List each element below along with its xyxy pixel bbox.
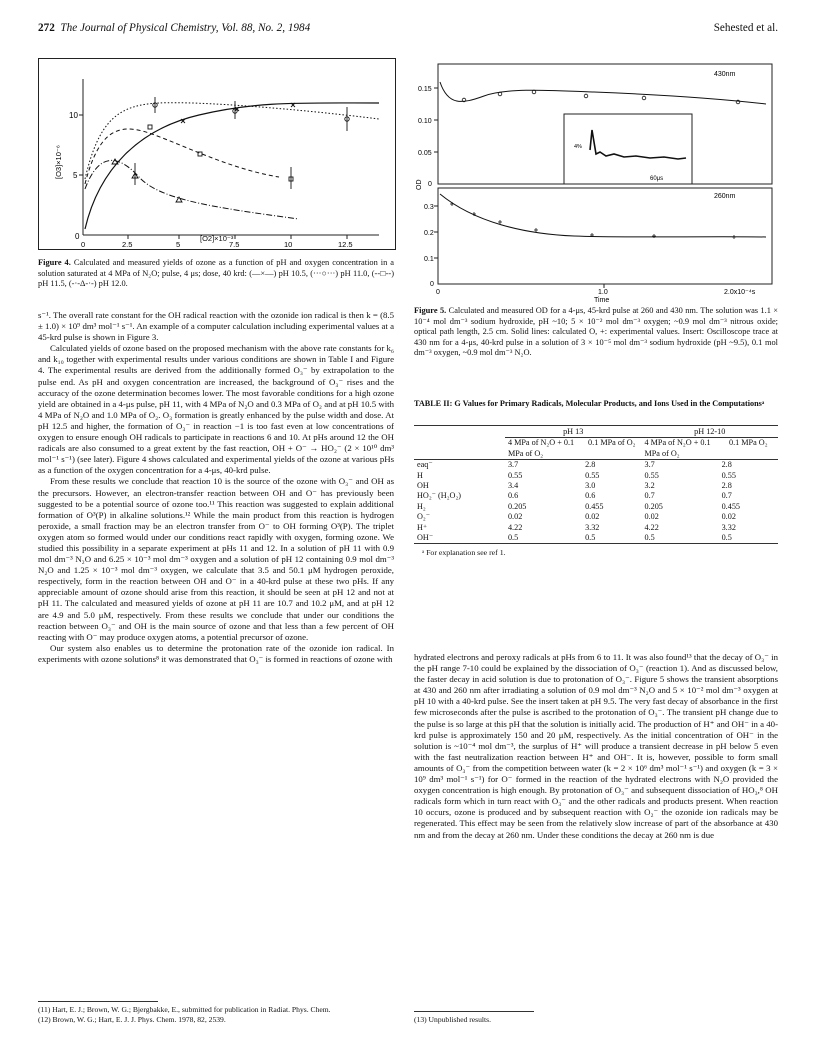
table-row (414, 512, 778, 522)
cell: 0.5 (507, 533, 519, 543)
group-header: pH 13 (505, 427, 642, 438)
cell: 0.6 (585, 491, 596, 501)
table-row (414, 460, 778, 471)
y-tick: 0.3 (424, 204, 434, 211)
cell: 0.55 (585, 470, 600, 480)
cell: 2.8 (585, 460, 596, 470)
column-header: 0.1 MPa of O₂ (588, 438, 636, 448)
species: OH (417, 481, 429, 491)
y-tick: 0.10 (418, 118, 432, 125)
column-header: 4 MPa of N₂O + 0.1 MPa of O₂ (507, 438, 575, 458)
figure-4-x-axis-label: [O2]×10⁻³ (200, 234, 234, 243)
species: H⁺ (417, 522, 428, 532)
oscilloscope-insert (564, 114, 692, 184)
x-tick: 2.0x10⁻⁴s (724, 289, 756, 296)
curve-ph11-5 (85, 129, 279, 184)
y-tick: 0 (75, 232, 80, 241)
table-row (414, 491, 778, 501)
column-header: 0.1 MPa O₂ (729, 438, 768, 448)
footnote: (11) Hart, E. J.; Brown, W. G.; Bjergbakke, E., submitted for publication in Radiat. Phys. Chem. (38, 1005, 331, 1014)
y-tick: 0.2 (424, 230, 434, 237)
authors: Sehested et al. (713, 22, 778, 34)
cell: 0.5 (721, 533, 732, 543)
paragraph: Our system also enables us to determine the protonation rate of the ozonide ion radical. In experiments with ozone solutions⁸ it was demonstrated that O₃⁻ is formed in reactions of ozone with (38, 642, 394, 664)
running-header (38, 22, 778, 40)
label-260nm: 260nm (714, 193, 736, 200)
table-row (414, 481, 778, 491)
curve-ph10-5 (85, 103, 379, 229)
table-row (414, 471, 778, 481)
figure-5-caption-text: Calculated and measured OD for a 4-μs, 45-krd pulse at 260 and 430 nm. The solution was 1.1 × 10⁻⁴ mol dm⁻³ sodium hydroxide, pH ~10; 5 × 10⁻² mol dm⁻³ oxygen; ~0.9 mol dm⁻³ nitrous oxide; optical path length, 2.5 cm. Solid lines: calculated O, +: experimental values. Insert: Oscilloscope trace at 430 nm for a 4-μs, 40-krd pulse in a solution of 3 × 10⁻⁵ mol dm⁻³ sodium hydroxide (pH ~9.5), 0.1 mol dm⁻³ oxygen, ~0.9 mol dm⁻³ N₂O. (414, 306, 779, 358)
cell: 0.7 (721, 491, 732, 501)
cell: 3.7 (644, 460, 655, 470)
y-axis-label: [O3]×10⁻⁶ (54, 145, 63, 179)
left-column-text (38, 310, 394, 665)
journal-title: The Journal of Physical Chemistry, Vol. 88, No. 2, 1984 (60, 22, 311, 34)
y-tick: 5 (73, 171, 78, 180)
footnote: (12) Brown, W. G.; Hart, E. J. J. Phys. Chem. 1978, 82, 2539. (38, 1014, 226, 1024)
x-tick: 0 (436, 289, 440, 296)
figure-4-caption (38, 258, 394, 290)
species: OH⁻ (417, 533, 434, 543)
y-tick: 0.1 (424, 256, 434, 263)
figure-5-caption-label: Figure 5. (414, 306, 447, 315)
figure-4-caption-text: Calculated and measured yields of ozone as a function of pH and oxygen concentration in a solution saturated at 4 MPa of N₂O; pulse, 4 μs; dose, 40 krd: (—×—) pH 10.5, (···○···) pH 11.0, (--□--) pH 11.5, (-·-Δ-·-) pH 12.0. (38, 258, 395, 289)
x-tick: 7.5 (229, 240, 240, 249)
cell: 2.8 (721, 481, 732, 491)
cell: 3.4 (507, 481, 519, 491)
paragraph: s⁻¹. The overall rate constant for the OH radical reaction with the ozonide ion radical is then k = (8.5 ± 1.0) × 10⁹ dm³ mol⁻¹ s⁻¹. An example of a computer calculation including experimental values at a 45-krd pulse is shown in Figure 3. (38, 310, 394, 343)
table-row (414, 502, 778, 512)
x-tick: 5 (176, 240, 181, 249)
cell: 0.455 (721, 501, 740, 511)
paragraph: Calculated yields of ozone based on the proposed mechanism with the above rate constants for k₆ and k₁₀ together with experimental results under various conditions are shown in Table I and Figure 4. The experimental results are derived from the additionally formed O₃⁻ by extrapolation to the pulse end. As pH and oxygen concentration are increased, the background of O₃⁻ rises and the accuracy of the ozone determination becomes lower. The most favorable conditions for a high ozone yield are obtained in a 4-μs pulse, pH 11, with 4 MPa of N₂O and 0.3 MPa of O₂ and at pH 10.5 with 4 MPa of N₂O and 1.0 MPa of O₂. O₃ formation is greatly enhanced by the pulse width and dose. At pH 12.5 and higher, the formation of O₃⁻ in reaction −1 is too fast even at low concentrations of oxygen to ensure enough OH radicals to participate in reactions 6 and 10. At pHs around 12 the OH radicals are also consumed to a great extent by the fast reaction, OH + O⁻ → HO₂⁻ (2 × 10¹⁰ dm³ mol⁻¹ s⁻¹) (see later). Figure 4 shows calculated and experimental yields of the ozone at various pHs as a function of the oxygen concentration for a 4-μs, 40-krd pulse. (38, 343, 394, 476)
footnote-rule (414, 1011, 534, 1012)
figure-5 (414, 62, 778, 302)
cell: 0.02 (721, 512, 736, 522)
paragraph: From these results we conclude that reaction 10 is the source of the ozone with O₃⁻ and OH as the precursors. However, an electron-transfer reaction between OH and O⁻ has previously been suggested to be a potential source of ozone too.¹¹ This reaction was suggested to explain additional formation of O³(P) in alkaline solutions.¹² While the main product from this reaction is hydrogen peroxide, a small fraction may be an electron transfer from O⁻ to OH forming O³(P). The triplet oxygen atom so formed would under our conditions react rapidly with oxygen, forming ozone. We studied this possibility in a separate experiment at pHs 11 and 12. In a solution of pH 11 with 0.9 mol dm⁻³ N₂O and 6.25 × 10⁻³ mol dm⁻³ oxygen and a solution of pH 12 containing 0.9 mol dm⁻³ N₂O and 1.25 × 10⁻³ mol dm⁻³ oxygen, we calculate that 3.5 and 50.1 μM hydrogen peroxide, respectively, form in the reaction between OH and O⁻ in a 40-krd pulse at these two pHs. If any appreciable amount of ozone should arise from this reaction, it should be seen at pH 12 and not at pH 11. The calculated and measured yields of ozone at pH 11 are 10.7 and 10.2 μM, and at pH 12 are 4.9 and 5.0 μM, respectively. From these results we conclude that under our conditions the reaction between O₃⁻ and OH is the main source of ozone and that less than a few percent of OH reacting with O⁻ may produce oxygen atoms, a potential precursor of ozone. (38, 476, 394, 642)
figure-5-caption (414, 306, 778, 359)
cell: 0.205 (507, 501, 527, 511)
y-tick: 0 (428, 181, 432, 188)
column-header: 4 MPa of N₂O + 0.1 MPa of O₂ (644, 438, 711, 458)
x-tick: 1.0 (598, 289, 608, 296)
y-tick: 0 (430, 281, 434, 288)
insert-time-label: 60μs (650, 176, 664, 182)
page-number: 272 (38, 22, 55, 34)
cell: 4.22 (507, 522, 523, 532)
table-row (414, 523, 778, 533)
x-axis-label: Time (594, 297, 610, 302)
cell: 0.5 (644, 533, 655, 543)
y-tick: 0.15 (418, 86, 432, 93)
data-markers (112, 97, 349, 202)
cell: 3.0 (585, 481, 596, 491)
table-footnote: ᵃ For explanation see ref 1. (422, 548, 506, 558)
cell: 0.205 (644, 501, 663, 511)
curve-ph12 (85, 160, 299, 219)
left-footnotes (38, 1005, 394, 1025)
cell: 0.02 (585, 512, 600, 522)
cell: 0.7 (644, 491, 655, 501)
cell: 0.55 (721, 470, 736, 480)
y-tick: 0.05 (418, 150, 432, 157)
y-tick: 10 (69, 111, 78, 120)
x-tick: 0 (81, 240, 86, 249)
label-430nm: 430nm (714, 71, 736, 78)
cell: 4.22 (644, 522, 659, 532)
figure-5-plot (414, 62, 778, 302)
insert-y-label: 4% (574, 144, 582, 150)
x-tick: 12.5 (338, 240, 353, 249)
footnote-rule (38, 1001, 158, 1002)
cell: 0.5 (585, 533, 596, 543)
table-2 (414, 427, 778, 557)
x-tick: 10 (284, 240, 293, 249)
x-tick: 2.5 (122, 240, 133, 249)
figure-4-plot (39, 59, 395, 249)
figure-4-caption-label: Figure 4. (38, 258, 71, 267)
cell: 0.55 (507, 470, 523, 480)
cell: 0.02 (644, 512, 659, 522)
right-footnote: (13) Unpublished results. (414, 1015, 491, 1024)
cell: 3.32 (585, 522, 600, 532)
curve-260nm (440, 194, 766, 237)
cell: 0.6 (507, 491, 519, 501)
table-row (414, 533, 778, 544)
species: eaq⁻ (417, 460, 433, 470)
table-2-title: TABLE II: G Values for Primary Radicals, Molecular Products, and Ions Used in the Computationsᵃ (414, 399, 765, 408)
paragraph: hydrated electrons and peroxy radicals at pHs from 6 to 11. It was also found¹³ that the decay of O₃⁻ in the pH range 7-10 could be explained by the dissociation of O₃⁻ (reaction 1). And as discussed below, the faster decay in acid solution is due to protonation of O₃⁻. Figure 5 shows the transient absorptions at 430 and 260 nm after irradiating a solution of 0.9 mol dm⁻³ N₂O and 5 × 10⁻² mol dm⁻³ oxygen at pH 10 with a 40-krd pulse. See the insert taken at pH 9.5. The very fast decay of absorbance in the first few microseconds after the pulse is ascribed to the protonation of O₃⁻. The transient pH change due to the pulse is so large at this pH that the solution is initially acid. The production of H⁺ and OH⁻ in a 40-krd pulse is approximately 150 and 20 μM, respectively. As the initial concentration of OH⁻ in the solution is ~10⁻⁴ mol dm⁻³, the surplus of H⁺ will produce a transient decrease in pH below 5 even with the fast neutralization reaction between H⁺ and OH⁻. It is, however, possible to form small amounts of O₃⁻ from the competition between water (k = 2 × 10⁶ dm³ mol⁻¹ s⁻¹) and oxygen (k = 3 × 10⁹ dm³ mol⁻¹ s⁻¹) for O⁻ formed in the reaction of the hydrated electrons with N₂O provided the oxygen concentration is high enough. By protonation of O₃⁻ and subsequent dissociation of HO₃,⁸ OH radicals form which in turn react with O₃⁻ and the other radicals and products present. When reaction 10 occurs, ozone is produced and by subsequent reaction with O₂⁻ the ozonide ion radicals may be regenerated. This effect may be seen from the relatively slow increase of part of the absorbance at 430 nm and from the decay at 260 nm. Under these conditions the decay at 260 nm is due (414, 652, 778, 840)
species: H (417, 470, 423, 480)
data-points-260nm (450, 202, 736, 239)
cell: 2.8 (721, 460, 732, 470)
cell: 0.55 (644, 470, 659, 480)
table-rule-top (414, 425, 778, 426)
species: O₂⁻ (417, 512, 431, 522)
right-column-text (414, 652, 778, 841)
y-axis-label: OD (416, 179, 423, 190)
curve-430nm (440, 82, 766, 104)
figure-4 (38, 58, 396, 250)
species: HO₂⁻ (H₂O₂) (417, 491, 462, 501)
species: H₂ (417, 501, 426, 511)
cell: 3.7 (507, 460, 519, 470)
cell: 3.2 (644, 481, 655, 491)
cell: 0.455 (585, 501, 604, 511)
group-header: pH 12-10 (641, 427, 778, 438)
cell: 0.02 (507, 512, 523, 522)
cell: 3.32 (721, 522, 736, 532)
